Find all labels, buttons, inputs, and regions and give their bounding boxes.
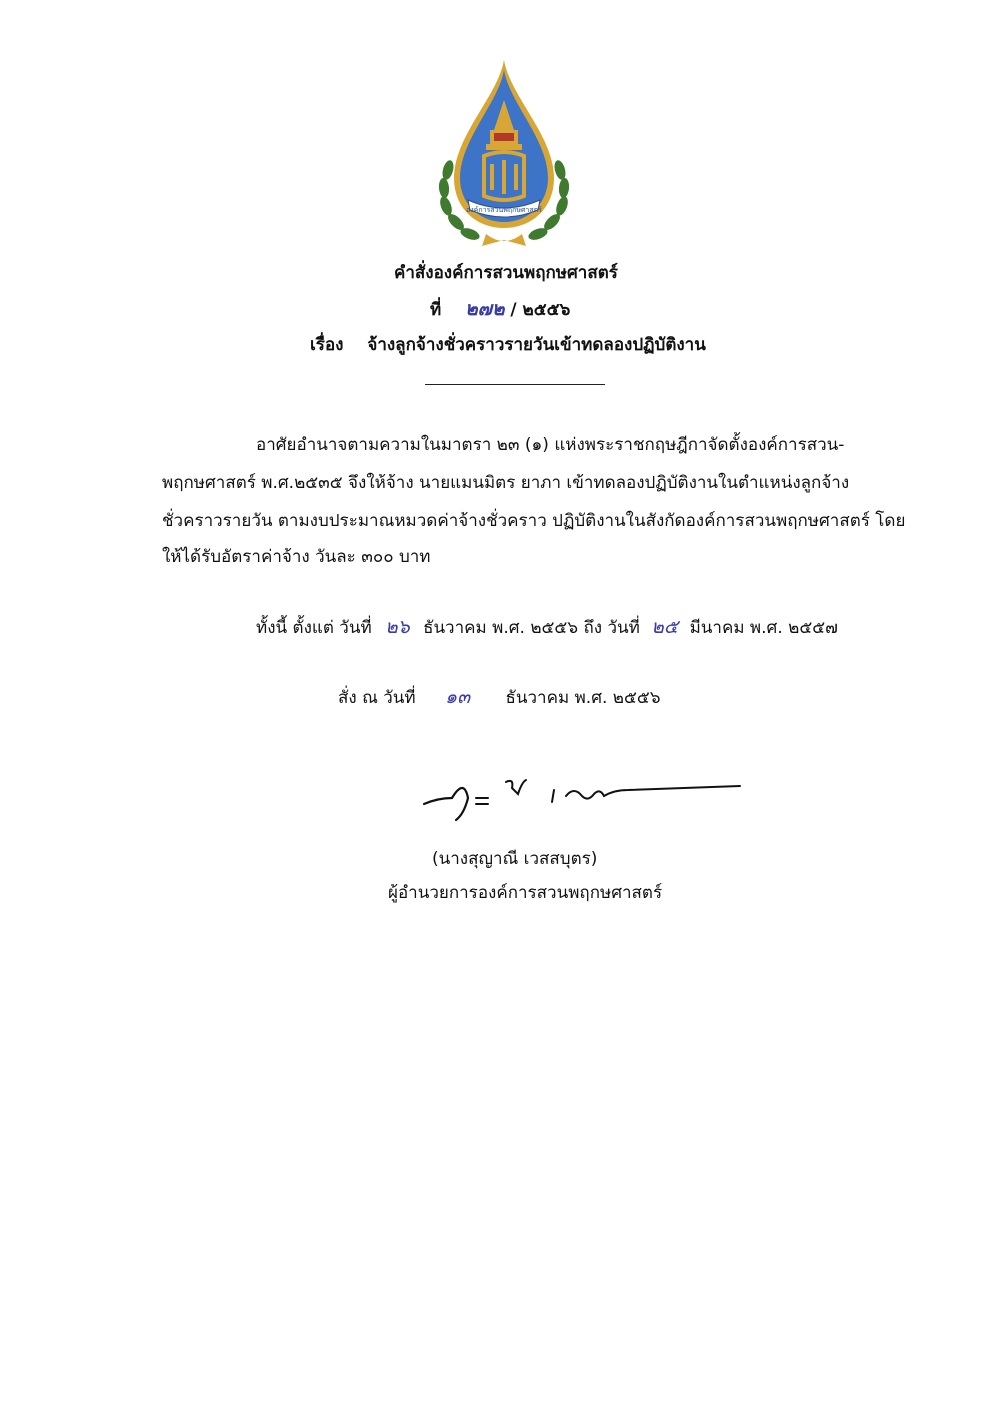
emblem-text: องค์การสวนพฤกษศาสตร์ xyxy=(466,206,542,214)
employment-period xyxy=(256,616,838,639)
signatory-position: ผู้อำนวยการองค์การสวนพฤกษศาสตร์ xyxy=(388,883,663,903)
order-number xyxy=(430,298,570,321)
period-start-day: ๒๖ xyxy=(385,616,410,638)
period-end-rest: มีนาคม พ.ศ. ๒๕๕๗ xyxy=(689,618,838,638)
period-end-day: ๒๕ xyxy=(651,616,679,638)
paragraph-line-2: พฤกษศาสตร์ พ.ศ.๒๕๓๕ จึงให้จ้าง นายแมนมิตร ยาภา เข้าทดลองปฏิบัติงานในตำแหน่งลูกจ้าง xyxy=(162,473,850,493)
signatory-name: (นางสุญาณี เวสสบุตร) xyxy=(432,849,598,869)
subject-line xyxy=(310,334,706,356)
period-start-rest: ธันวาคม พ.ศ. ๒๕๕๖ ถึง วันที่ xyxy=(423,618,640,638)
order-date-prefix: สั่ง ณ วันที่ xyxy=(338,688,416,708)
divider xyxy=(425,384,605,385)
order-date-day: ๑๓ xyxy=(445,686,471,708)
order-number-year: / ๒๕๕๖ xyxy=(510,300,571,320)
paragraph-line-1: อาศัยอำนาจตามความในมาตรา ๒๓ (๑) แห่งพระราชกฤษฎีกาจัดตั้งองค์การสวน- xyxy=(256,435,845,455)
order-date xyxy=(338,686,661,709)
organization-emblem xyxy=(434,56,574,252)
document-title: คำสั่งองค์การสวนพฤกษศาสตร์ xyxy=(394,263,618,283)
order-number-prefix: ที่ xyxy=(430,300,442,320)
paragraph-line-3: ชั่วคราวรายวัน ตามงบประมาณหมวดค่าจ้างชั่วคราว ปฏิบัติงานในสังกัดองค์การสวนพฤกษศาสตร์ โดย xyxy=(162,511,906,531)
subject-text: จ้างลูกจ้างชั่วคราวรายวันเข้าทดลองปฏิบัติงาน xyxy=(367,335,706,355)
order-number-handwritten: ๒๗๒ xyxy=(465,298,505,320)
order-date-rest: ธันวาคม พ.ศ. ๒๕๕๖ xyxy=(505,688,661,708)
period-prefix: ทั้งนี้ ตั้งแต่ วันที่ xyxy=(256,618,372,638)
subject-label: เรื่อง xyxy=(310,335,344,355)
handwritten-signature xyxy=(418,768,748,828)
paragraph-line-4: ให้ได้รับอัตราค่าจ้าง วันละ ๓๐๐ บาท xyxy=(162,547,431,567)
